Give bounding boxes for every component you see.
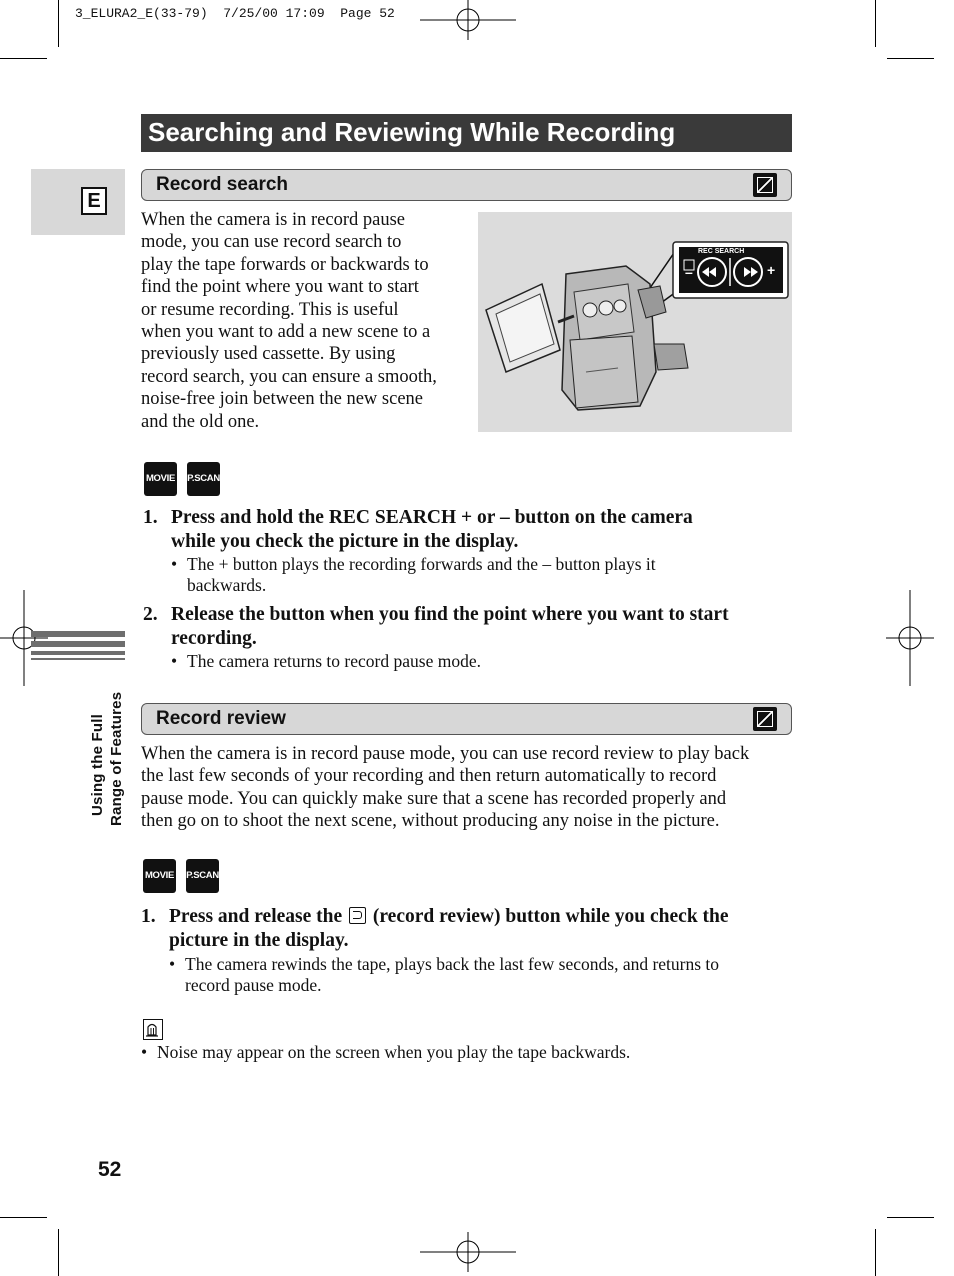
record-search-step-1-bullet: [171, 554, 771, 596]
note-icon-glyph: [144, 1020, 161, 1038]
text-line: then go on to shoot the next scene, without producing any noise in the picture.: [141, 811, 720, 832]
side-stripe: [31, 658, 125, 660]
bullet-text-line: The camera rewinds the tape, plays back the last few seconds, and returns to: [185, 954, 720, 974]
language-tab: [31, 169, 125, 235]
section-heading-text: Record review: [156, 708, 286, 729]
print-slug: 3_ELURA2_E(33-79) 7/25/00 17:09 Page 52: [75, 6, 395, 21]
bullet-mark: •: [141, 1042, 148, 1062]
side-tab-text: [88, 666, 128, 826]
note-icon: [143, 1019, 163, 1040]
record-search-step-2: [143, 603, 803, 651]
record-search-step-2-bullet: [171, 651, 771, 672]
bullet-text-line: Noise may appear on the screen when you play the tape backwards.: [157, 1042, 631, 1062]
step-number: 1.: [143, 507, 158, 528]
step-number: 2.: [143, 604, 158, 625]
pscan-mode-icon: P.SCAN: [186, 859, 219, 893]
tape-icon: [753, 707, 777, 731]
record-review-step-1-bullet: [169, 954, 799, 996]
rec-search-label: REC SEARCH: [698, 248, 745, 255]
text-line: mode, you can use record search to: [141, 232, 402, 253]
step-text-line: recording.: [171, 628, 257, 649]
rec-search-plus: +: [767, 262, 776, 278]
text-line: and the old one.: [141, 411, 260, 432]
movie-mode-icon: MOVIE: [144, 462, 177, 496]
bullet-mark: •: [171, 651, 178, 671]
note-bullet: [141, 1042, 781, 1063]
language-tab-label: E: [81, 187, 107, 215]
text-line: When the camera is in record pause mode, you can use record review to play back: [141, 744, 750, 764]
camcorder-drawing: [478, 212, 792, 432]
step-text-line: [169, 905, 801, 929]
step-text-line: picture in the display.: [169, 930, 349, 951]
text-line: the last few seconds of your recording and then return automatically to record: [141, 766, 717, 787]
bullet-text-line: backwards.: [187, 575, 267, 595]
crop-mark: [58, 0, 59, 47]
pscan-mode-icon: P.SCAN: [187, 462, 220, 496]
crop-mark: [0, 58, 47, 59]
side-stripe: [31, 641, 125, 647]
text-line: play the tape forwards or backwards to: [141, 254, 429, 275]
text-line: pause mode. You can quickly make sure that a scene has recorded properly and: [141, 788, 727, 809]
camera-illustration: [478, 212, 792, 432]
step-text-post: (record review) button while you check the: [372, 906, 729, 927]
rec-search-minus: –: [685, 264, 693, 280]
text-line: When the camera is in record pause: [141, 210, 406, 230]
record-search-intro: [141, 209, 466, 433]
page-title: Searching and Reviewing While Recording: [141, 114, 792, 152]
registration-mark-top: [420, 0, 516, 44]
record-review-icon: [349, 907, 366, 924]
crop-mark: [0, 1217, 47, 1218]
registration-mark-right: [886, 590, 934, 686]
text-line: find the point where you want to start: [141, 277, 419, 298]
side-tab-line: Using the Full: [89, 714, 106, 816]
bullet-mark: •: [171, 554, 178, 574]
text-line: when you want to add a new scene to a: [141, 322, 431, 343]
text-line: previously used cassette. By using: [141, 344, 396, 365]
registration-mark-bottom: [420, 1232, 516, 1276]
text-line: or resume recording. This is useful: [141, 299, 399, 320]
section-heading-record-search: [141, 169, 792, 201]
step-number: 1.: [141, 906, 156, 927]
bullet-text-line: record pause mode.: [185, 975, 322, 995]
step-text-line: Release the button when you find the point where you want to start: [171, 604, 729, 625]
record-review-step-1: [141, 905, 801, 953]
crop-mark: [875, 1229, 876, 1276]
side-stripe: [31, 651, 125, 655]
bullet-text-line: The camera returns to record pause mode.: [187, 651, 481, 671]
crop-mark: [875, 0, 876, 47]
step-text-line: while you check the picture in the display.: [171, 531, 519, 552]
text-line: record search, you can ensure a smooth,: [141, 366, 437, 387]
tape-icon: [753, 173, 777, 197]
record-search-step-1: [143, 506, 803, 554]
crop-mark: [887, 58, 934, 59]
bullet-text-line: The + button plays the recording forwards and the – button plays it: [187, 554, 656, 574]
side-tab-line: Range of Features: [108, 691, 125, 826]
section-heading-record-review: [141, 703, 792, 735]
movie-mode-icon: MOVIE: [143, 859, 176, 893]
text-line: noise-free join between the new scene: [141, 389, 423, 410]
page-number: 52: [98, 1158, 122, 1181]
crop-mark: [887, 1217, 934, 1218]
registration-mark-left: [0, 590, 48, 686]
step-text-line: Press and hold the REC SEARCH + or – button on the camera: [171, 507, 693, 528]
bullet-mark: •: [169, 954, 176, 974]
side-stripe: [31, 631, 125, 637]
section-heading-text: Record search: [156, 174, 289, 195]
record-review-intro: [141, 743, 801, 833]
step-text-pre: Press and release the: [169, 906, 343, 927]
crop-mark: [58, 1229, 59, 1276]
